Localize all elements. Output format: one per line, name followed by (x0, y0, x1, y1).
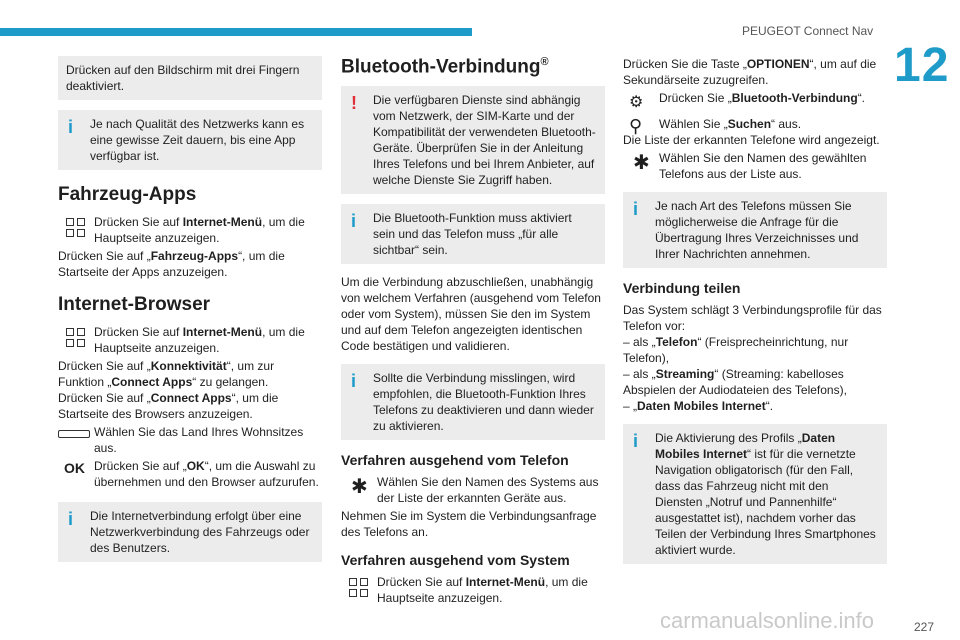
info-icon: i (68, 509, 74, 529)
list-item: – als „Streaming“ (Streaming: kabelloses Abspielen der Audiodateien des Telefons), (623, 367, 847, 397)
note-text: Die Bluetooth-Funktion muss aktiviert sein und das Telefon muss „für alle sichtbar“ sein. (373, 211, 572, 258)
watermark: carmanualsonline.info (660, 608, 875, 633)
section-title-apps: Fahrzeug-Apps (58, 184, 197, 205)
grid-menu-icon (341, 574, 369, 602)
list-item: – als „Telefon“ (Freisprecheinrichtung, nur Telefon), (623, 335, 849, 365)
instruction-text: Drücken Sie auf „OK“, um die Auswahl zu übernehmen und den Browser aufzurufen. (94, 459, 319, 489)
instruction-row (623, 116, 887, 148)
note-box (58, 502, 322, 562)
warning-icon: ! (351, 93, 357, 114)
column-1 (58, 56, 322, 572)
body-paragraph: Um die Verbindung abzuschließen, unabhängig von welchem Verfahren (ausgehend vom Telefon oder vom System), müssen Sie den im System und auf dem Telefon angezeigten identischen Code bestätigen und validieren. (341, 275, 601, 354)
grid-menu-icon (58, 324, 86, 352)
note-box (623, 192, 887, 268)
instruction-text: Drücken Sie auf „Fahrzeug-Apps“, um die Startseite der Apps anzuzeigen. (58, 249, 285, 279)
instruction-text: Drücken Sie auf Internet-Menü, um die Hauptseite anzuzeigen. (377, 575, 588, 606)
instruction-row (58, 214, 322, 246)
info-box (58, 56, 322, 100)
page-number: 227 (913, 620, 934, 634)
settings-gear-icon: ⚙ (629, 94, 644, 111)
header-bar (0, 28, 472, 36)
warning-text: Die verfügbaren Dienste sind abhängig vom Netzwerk, der SIM-Karte und der Kompatibilität der verwendeten Bluetooth-Geräte. Überprüfen Sie in der Anleitung Ihres Telefons und bei Ihrem Anbieter, auf welche Dienste Sie Zugriff haben. (373, 93, 596, 188)
bluetooth-icon: ✱ (351, 476, 368, 499)
note-box (341, 204, 605, 264)
note-text: Sollte die Verbindung misslingen, wird empfohlen, die Bluetooth-Funktion Ihres Telefons zu deaktivieren und dann wieder zu aktivieren. (373, 371, 594, 434)
note-box (623, 424, 887, 564)
instruction-text: Wählen Sie das Land Ihres Wohnsitzes aus. (94, 425, 304, 455)
instruction-row (341, 574, 605, 606)
instruction-row (58, 458, 322, 490)
chapter-number: 12 (894, 39, 950, 92)
column-3 (623, 56, 887, 574)
note-box (341, 364, 605, 440)
instruction-text: Drücken Sie auf „Konnektivität“, um zur Funktion „Connect Apps“ zu gelangen. (58, 359, 275, 389)
bluetooth-icon: ✱ (633, 152, 650, 174)
instruction-text: Wählen Sie „Suchen“ aus. (659, 117, 802, 131)
note-text: Die Aktivierung des Profils „Daten Mobiles Internet“ ist für die vernetzte Navigation obligatorisch (für den Fall, dass das Fahrzeug nicht mit den Diensten „Notruf und Pannenhilfe“ ausgestattet ist), nachdem vorher das Teilen der Verbindung Ihres Smartphones aktiviert wurde. (655, 431, 876, 557)
note-text: Die Internetverbindung erfolgt über eine Netzwerkverbindung des Fahrzeugs oder des Benutzers. (90, 509, 310, 555)
instruction-text: Drücken Sie die Taste „OPTIONEN“, um auf die Sekundärseite zuzugreifen. (623, 57, 877, 87)
grid-menu-icon (58, 214, 86, 242)
note-text: Je nach Art des Telefons müssen Sie möglicherweise die Anfrage für die Übertragung Ihres Verzeichnisses und Ihrer Nachrichten annehmen. (655, 199, 859, 261)
search-icon: ⚲ (629, 116, 643, 136)
info-icon: i (351, 211, 357, 232)
subsection-title-share: Verbindung teilen (623, 280, 741, 296)
subsection-title-system: Verfahren ausgehend vom System (341, 552, 570, 569)
instruction-row (341, 474, 605, 506)
flag-icon (58, 424, 86, 452)
subsection-title-phone: Verfahren ausgehend vom Telefon (341, 452, 569, 469)
note-box (58, 110, 322, 170)
ok-icon: OK (64, 460, 85, 476)
instruction-text: Nehmen Sie im System die Verbindungsanfrage des Telefons an. (341, 509, 597, 540)
warning-box (341, 86, 605, 194)
body-paragraph: Das System schlägt 3 Verbindungsprofile für das Telefon vor: (623, 303, 882, 333)
info-icon: i (68, 117, 74, 137)
instruction-text: Drücken Sie auf Internet-Menü, um die Hauptseite anzuzeigen. (94, 325, 305, 355)
column-2 (341, 56, 605, 608)
section-title-bluetooth: Bluetooth-Verbindung® (341, 56, 549, 78)
instruction-row (58, 424, 322, 456)
instruction-row (58, 324, 322, 356)
note-text: Je nach Qualität des Netzwerks kann es eine gewisse Zeit dauern, bis eine App verfügbar ist. (90, 117, 305, 163)
instruction-text: Drücken Sie „Bluetooth-Verbindung“. (659, 91, 866, 105)
instruction-text: Drücken Sie auf „Connect Apps“, um die Startseite des Browsers anzuzeigen. (58, 391, 279, 421)
info-icon: i (633, 431, 639, 451)
instruction-text: Wählen Sie den Namen des Systems aus der Liste der erkannten Geräte aus. (377, 475, 599, 506)
instruction-text: Wählen Sie den Namen des gewählten Telefons aus der Liste aus. (659, 151, 867, 181)
instruction-text: Drücken Sie auf Internet-Menü, um die Hauptseite anzuzeigen. (94, 215, 305, 245)
list-item: – „Daten Mobiles Internet“. (623, 399, 774, 413)
info-text: Drücken auf den Bildschirm mit drei Fingern deaktiviert. (66, 63, 300, 93)
header-title: PEUGEOT Connect Nav (742, 24, 874, 38)
instruction-row (623, 150, 887, 182)
info-icon: i (633, 199, 639, 219)
instruction-text: Die Liste der erkannten Telefone wird angezeigt. (623, 133, 880, 147)
info-icon: i (351, 371, 357, 392)
instruction-row (623, 90, 887, 111)
section-title-browser: Internet-Browser (58, 294, 211, 315)
